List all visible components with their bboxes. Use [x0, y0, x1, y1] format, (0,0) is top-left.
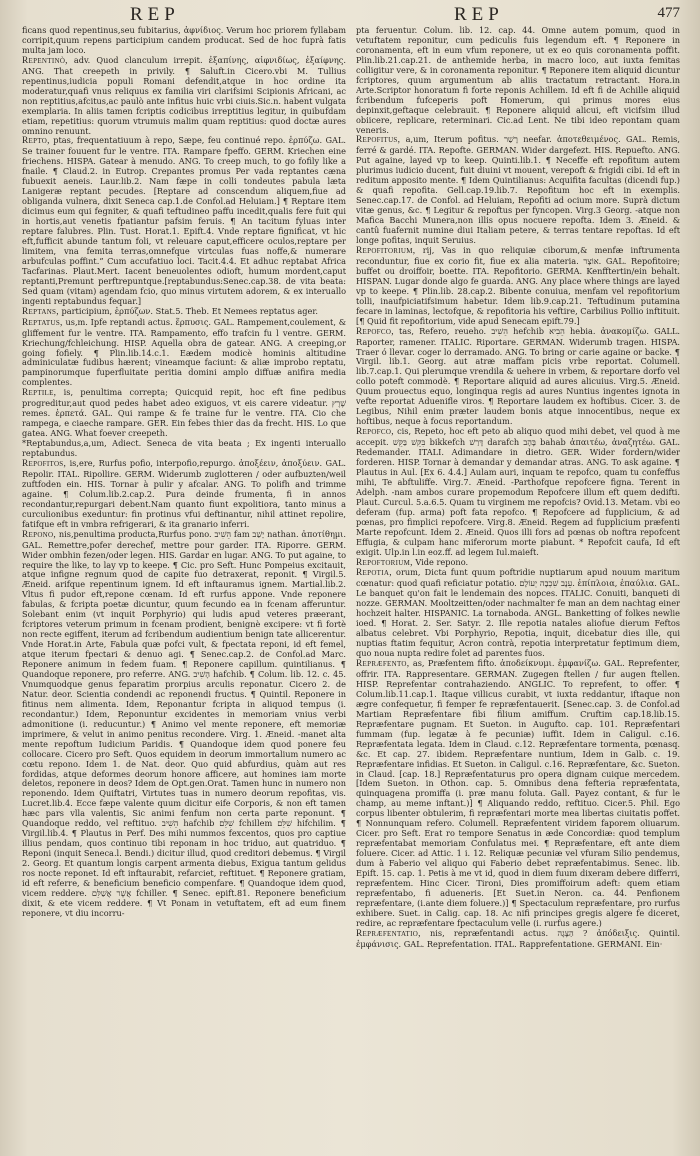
dictionary-entry [22, 459, 346, 530]
dictionary-entry [22, 388, 346, 439]
text-columns [22, 26, 680, 1144]
entry-lemma: Repono, [22, 529, 57, 540]
dictionary-entry [356, 135, 680, 245]
entry-lemma: Repofco, [356, 427, 394, 438]
entry-text: ptas, frequentatiuum à repo, Sæpe, feu continué repo. ἑρπύζω. GAL. Se trainer fouuent fur le ventre. ITA. Rampare fpeffo. GERM. Kriechen eine friechens. HISPA. Gatear à menudo. ANG. To creep much, to go fofily like a fnaile. ¶ Claud.2. in Eutrop. Crepantes promus Per vada reptantes cæna fubuexit aeneis. Laur.lib.2. Nam fæpe in colli tondeutes pabula læta Lanigeræ reptant pecudes. [Reptare ad conscendum aliquem,fiue ad obliganda vulnera, dixit Seneca cap.1.de Confol.ad Heluiam.] ¶ Reptare item dicimus eum qui fegniter, & quafi teftudineo paffu incedit,qualis fere fuit qui in hortis,aut venetis fpatiantur pafsim feruis. ¶ An tacitum fyluas inter reptare falubres. Plin. Tust. Horat.1. Epift.4. Vnde reptare fignificat, vt hic eft,fufficit abunde tantum foli, vt releuare caput,efficere oculos,reptare per limitem, vna femita terras,omnefque virtculas fuas noffe,& numerare arbufculas poffint.” Cum accufatiuo loci. Tacit.4.4. Et adhuc reptabat Africa Tacfarinas. Plaut.Mert. Iacent beneuolentes odioft, humum mordent,caput reptanti,Premunt perftrepuntque.[reptabundus:Senec.cap.38. de vita beata: Sed quam (vitam) agendam fcio, quo minus virtutem adorem, & ex interuallo ingenti reptabundus fequar.] [22, 135, 346, 306]
dictionary-entry [356, 929, 680, 950]
entry-text: is,ere, Rurfus pofio, interpofio,repurgo. ἀποξέειν, ἀποξύειν. GAL. Repolir. ITAL. Ripollire. GERM. Widerumb zuglotteren / oder aufbuzten/weil zuftfoden ein. HIS. Tornar à pulir y afcalar. ANG. To polifh and trimme againe. ¶ Colum.lib.2.cap.2. Pura deinde frumenta, fi in annos recondantur,repurgari debent.Nam quanto fiunt expolitiora, tanto minus a curculionibus exeduntur: fin protinus vfui deftinantur, nihil attinet repolire, fatifque eft in vmbra refrigerari, & ita granario inferri. [22, 457, 346, 529]
dictionary-entry [356, 26, 680, 135]
entry-lemma: Repoftorium, [356, 557, 413, 568]
entry-lemma: Repofitus, [356, 135, 401, 146]
dictionary-entry [356, 246, 680, 327]
dictionary-entry [22, 136, 346, 306]
page-number: 477 [657, 5, 680, 21]
entry-lemma: Repentinò, [22, 55, 68, 66]
left-column [22, 26, 346, 1144]
running-headword-left: REP [130, 4, 180, 25]
entry-text: a,um, Iterum pofitus. רָשַׁר neefar. ἀποτεθειμένος. GAL. Remis, ferré & gardé. ITA. Repofte. GERMAN. Wider dargefezt. HIS. Repuefto. ANG. Put againe, layed vp to keep. Quinti.lib.1. ¶ Neceffe eft repofitum autem plurimus iudicio ducent, fuit diuini vt mouent, verepoft & frigidi cibi. Id eft in reditum apposito mente. ¶ Idem Quintilianus: Acquifita facultas (dicendi fup.) & quafi repofita. Gell.cap.19.lib.7. Repofitum hoc eft in exemplis. Senec.cap.17. de Confol. ad Heluiam, Repofiti ad ocium more. Suprà dictum vitæ genus, &c. ¶ Legitur & repoftus per fyncopen. Virg.3 Georg. -atque non Mafica Bacchi Munera,non illis opus nocuere repofta. Idem 3. Æneid. & cantû fuafernit numine diui Italiam petere, & terras tentare repoftas. Id eft longe pofitas, inquit Seruius. [356, 134, 680, 246]
entry-text: tas, Refero, reueho. הֵשִׁיב hefchib הֵבִיא hebia. ἀνακομίζω. GALL. Raporter, ramener. ITALIC. Riportare. GERMAN. Widerumb tragen. HISPA. Traer ó llevar. coger lo derramado. ANG. To bring or carie againe or backe. ¶ Virgil. lib.1. Georg. aut atræ maffam picis vrbe reportat. Columell. lib.7.cap.1. Qui plerumque vrendila & uehere in vrbem, & reportare dorfo vel collo poteft commodè. ¶ Reportare aliquid ad aures alicuius. Virg.5. Æneid. Quum prouectus equo, longinqua regis ad aures Nuntius ingentes ignota in vefte reportat Aduenifle viros. ¶ Reportare laudem ex hoftibus. Cicer. 3. de Legibus, Nihil enim præter laudem bonis atque innocentibus, neque ex hoftibus, neque à focus reportandum. [356, 325, 680, 427]
entry-text: orum, Dicta funt quum poftridie nuptiarum apud nouum maritum cœnatur: quod quafi reficiatur potatio. עֵנָב שִׁכְבָה יְעוֹלָם. ἐπίπλοια, ἐπαύλια. GAL. Le banquet qu'on fait le lendemain des nopces. ITALIC. Conuiti, banqueti di nozze. GERMAN. Mooltzeitten/oder nachmalter fe man an dem nachtag einer hochzeit halter. HISPANIC. La tornaboda. ANGL. Banketting of folkes newlie ioed. ¶ Horat. 2. Ser. Satyr. 2. Ille repotia natales aliofue dierum Feftos albatus celebret. Vbi Porphyrio, Repotia, inquit, dicebatur dies ille, qui nuptias ftatim fequitur, Acron contrà, repotia interpretatur feptimum diem, quo noua nupta redire folet ad parentes fuos. [356, 567, 680, 659]
entry-lemma: Repræfento, [356, 659, 410, 670]
entry-lemma: Repto, [22, 136, 50, 147]
entry-text: ficans quod repentinus,seu fubitarius, ἀφνίδιος. Verum hoc priorem fyllabam corripit,quum repens participium candem producat. Sed de hoc fuprà fatis multa jam loco. [22, 26, 346, 55]
entry-text: nis, repræfentandi actus. הַצָּגָה ? ἀπόδειξις. Quintil. ἐμφάνισις. GAL. Reprefentation. ITAL. Rapprefentatione. GERMANI. Ein· [356, 927, 680, 949]
dictionary-entry [22, 56, 346, 137]
dictionary-entry [356, 427, 680, 557]
entry-text: adv. Quod clanculum irrepit. ἐξαπίνης, αἰφνιδίως, ἐξαίφνης. ANG. That creepeth in privily. ¶ Saluft.in Cicero.vbi M. Tullius repentinus,iudicia populi Romani defendit,atque in hoc ordine ita moderatur,quafi vnus reliquus ex familia viri clarifsimi Scipionis Africani, ac non reptitius,afcitus,ac paulò ante infitus huic vrbi ciuis.Sic.n. habent vulgata exemplaria. In aliis tamen fcriptis codicibus irreptitius legitur, in quibufdam etiam, repetitius: quorum vtrumuis malim quam reptitius: quod doctæ aures omnino renuunt. [22, 54, 346, 136]
running-headword-right: REP [454, 4, 504, 25]
dictionary-entry [22, 530, 346, 919]
entry-text: is, penultima correpta; Quicquid repit, hoc eft fine pedibus progreditur,aut quod pedes habet adeo exiguos, vt eis carere videatur. שֶׁרֶץ remes. ἑρπετά. GAL. Qui rampe & fe traine fur le ventre. ITA. Cio che rampega, e ciaeche rampare. GER. Ein febes thier das da frecht. HIS. Lo que gatea. ANG. What foever creepeth. [22, 387, 346, 439]
entry-lemma: Repræfentatio, [356, 928, 421, 939]
entry-text: pta feruentur. Colum. lib. 12. cap. 44. Omne autem pomum, quod in vetuftatem reponitur, cum pediculis fuis legendum eft. ¶ Reponere in coronamenta, eft in eum vfum reponere, ut ex eo quis coronamenta poffit. Plin.lib.21.cap.21. de anthemide herba, in macro loco, aut iuxta femitas colligitur vere, & in coronamenta reponitur. ¶ Reponere item aliquid dicuntur fcriptores, quum argumentum ab aliis tractatum retractant. Hora.in Arte.Scriptor honoratum fi forte reponis Achillem. Id eft fi de Achille aliquid fcribendum fufceperis poft Homerum, qui primus mores eius depinxit,geftaque celebrauit. ¶ Reponere aliquid alicui, eft vicifsim illud obiicere, replicare, reterminari. Cic.ad Lent. Ne tibi ideo repontam quam veneris. [356, 26, 680, 135]
entry-lemma: Reptile, [22, 388, 57, 399]
right-column [356, 26, 680, 1144]
entry-text: rij, Vas in quo reliquiæ ciborum,& menfæ inftrumenta reconduntur, fiue ex corio fit, fiue ex alia materia. אוֹצָר. GAL. Repofitoire; buffet ou droiffoir, boette. ITA. Repofitorio. GERMA. Kenfftertin/ein behalt. HISPAN. Lugar donde algo fe guarda. ANG. Any place where things are layed vp to keepe. ¶ Plin.lib. 28.cap.2. Bibente conuiua, menfam vel repofitorium tolli, inaufpiciatifsimum habetur. Idem lib.9.cap.21. Teftudinum putamina fecare in laminas, lectofque, & repofitoria his veftire, Carbilius Pollio inftituit. [¶ Quid fit repofitorium, vide apud Senecam epift.79.] [356, 244, 680, 326]
entry-text: Vide repono. [415, 556, 469, 567]
entry-lemma: Repofitorium, [356, 245, 416, 256]
dictionary-entry [356, 568, 680, 659]
entry-lemma: Repofitos, [22, 458, 67, 469]
entry-text: us,m. Ipfe reptandi actus. ἕρπυσις. GAL. Rampement,coulement, & gliffement fur le ventre. ITA. Rampamento, effo trafcin fu l ventre. GERM. Kriechung/fchleichung. HISP. Aquella obra de gatear. ANG. A creeping,or going fofiely. ¶ Plin.lib.14.c.1. Eædem modicè hominis altitudine adminiculatæ fudibus hærent; vineamque faciunt: & aliæ improbo reptatu, pampinorumque fuperfluitate peritia domini amplo diffuæ anifira media complentes. [22, 316, 346, 388]
entry-text: *Reptabundus,a,um, Adiect. Seneca de vita beata ; Ex ingenti interuallo reptabundus. [22, 438, 346, 459]
entry-lemma: Reptatus, [22, 317, 63, 328]
page-header [22, 4, 680, 26]
dictionary-entry [356, 327, 680, 428]
dictionary-entry [22, 318, 346, 389]
entry-text: as, Præfentem fifto. ἀποδείκνυμι. ἐμφανίζω. GAL. Reprefenter, offrir. ITA. Rappresentare. GERMAN. Zugegen ftellen / fur augen ftellen. HISP. Reprefentar contrahaziendo. ANGLIC. To reprefent, to offer. ¶ Colum.lib.11.cap.1. Itaque villicus curabit, vt iuxta reddantur, iftaque non ægre confequetur, fi femper fe repræfentauerit. [Senec.cap. 3. de Confol.ad Martiam Repræfentare fibi filium amiffum. Cruftim cap.18.lib.15. Repræfentare pugnam. Et Sueton. in Augufto. cap. 101. Repræfentari fummam (fup. legatæ à fe pecuniæ) iuffit. Idem in Caligul. c.16. Repræfentata legata. Idem in Claud. c.12. Repræfentare tormenta, pœnasq. &c. Et cap. 27. ibidem. Repræfentare nuntium, Idem in Galb. c. 19. Repræfentare infidias. Et Sueton. in Caligul. c.16. Repræfentare, &c. Sueton. in Claud. [cap. 18.] Repræfentaturus pro opera dignam cuique mercedem. [Idem Sueton. in Othon. cap. 5. Omnibus dena fefteria repræfentata, quinquagena promiffa (i. præ manu foluta. Gall. Payez contant, & fur le champ, au meme inftant.)] ¶ Aliquando reddo, reftituo. Cicer.5. Phil. Ego corpus libenter obtulerim, fi repræfentari morte mea libertas ciuitatis poffet. ¶ Nonnunquam refero. Columell. Repræfentent viridem faporem oliuarum. Cicer. pro Seft. Erat ro tempore Senatus in æde Concordiæ: quod templum repræfentabat memoriam Confulatus mei. ¶ Repræfentare, eft ante diem foluere. Cicer. ad Attic. 1 i. 12. Reliquæ pecuniæ vel vfuram Silio pendemus, dum à Faberio vel aliquo qui Faberio debet repræfentabimus. Senec. lib. Epift. 15. cap. 1. Petis à me vt id, quod in diem fuum dixeram debere differri, repræfentem. Hinc Cicer. Tironi, Dies promiffoirum adeft: quem etiam repræfentabo, fi adueneris. [Et Suet.in Neron. ca. 44. Penfionem repræfentare, (i.ante diem foluere.)] ¶ Spectaculum repræfentare, pro rurfus exhibere. Suet. in Calig. cap. 18. Ac nifi principes gregis algere fe diceret, redire, ac repræfentare fpectaculum velle (i. rurfus agere.) [356, 658, 680, 928]
dictionary-entry [22, 439, 346, 459]
entry-text: participium, ἑρπύζων. Stat.5. Theb. Et Nemees reptatus ager. [61, 305, 318, 316]
entry-lemma: Repofco, [356, 326, 394, 337]
entry-text: nis,penultima producta,Rurfus pono. הֵשִׁיב fam יָשַׁב nathan. ἀποτίθημι. GAL. Remettre,pofer derechef, mettre pour garder. ITA. Riporre. GERM. Wider ombhin fezen/oder legen. HIS. Gardar en lugar. ANG. To put againe, to require the like, to lay vp to keepe. ¶ Cic. pro Seft. Hunc Pompeius excitauit, atque infigne regnum quod de capite fuo detraxerat, reponit. ¶ Virgil.5. Æneid. arifque repentinum ignem. Id eft inftauramus ignem. Martial.lib.2. Vltus fi pudor eft,repone cœnam. Id eft rurfus appone. Vnde reponere fabulas, & fcripta poetæ dicuntur, quum fecundo ea in fcenam afferuntur. Solebant enim (vt inquit Porphyrio) qui ludis apud veteres præerant, fcriptores veterum primum in fcenam prodient, benignè excipere: vt fi fortè non recte egiffent, iterum ad fcribendum audientium benign tate allicerentur. Vnde Horat.in Arte, Fabula quæ pofci vult, & fpectata reponi, id eft femel, atque iterum fpectari & denuo agi. ¶ Senec.cap.2. de Confol.ad Marc. Reponere animum in fedem fuam. ¶ Reponere capillum. quintilianus. ¶ Quandoque reponere, pro referre. ANG. הָשִׁיב hafchib. ¶ Colum. lib. 12. c. 45. Vnumquodque genus feparatim prorpius arculis reponatur. Cicero 2. de Natur. deor. Scientia condendi ac reponendi fructus. ¶ Quintil. Reponere in fitinus nem alimenta. Idem, Reponantur fcripta in aliquod tempus (i. recondantur.) Idem, Reponuntur excidentes in memoriam vnius verbi admonitione (i. reducuntur.) ¶ Animo vel mente reponere, eft memoriæ imprimere, & velut in animo penitus recondere. Virg. 1. Æneid. -manet alta mente repoftum Iudicium Paridis. ¶ Quandoque idem quod ponere feu collocare. Cicero pro Seft. Quos equidem in deorum immortalium numero ac cœtu repono. Idem 1. de Nat. deor. Quo quid abfurdius, quàm aut res fordidas, atque deformes deorum honore afficere, aut homines iam morte deletos, reponere in deos? Idem de Opt.gen.Orat. Tamen hunc in numero non reponendo. Idem Quiftatri, Virtutes tuas in numero deorum repofitas, vis. Lucret.lib.4. Ecce fæpe valente quum dicitur eife Corporis, & non eft tamen hæc pars vlla valentis, Sic animi fenfum non certa parte reponunt. ¶ Quandoque reddo, vel reftituo. הֵשִׁיב hafchib שִׁלֵּם fchillem שִׁלֵּם hifchilim. ¶ Virgil.lib.4. ¶ Plautus in Perf. Des mihi nummos fexcentos, quos pro captiue illius pendam, quos continuo tibi reponam in hoc triduo, aut quatriduo. ¶ Reponi (inquit Seneca.l. Bendi.) dicitur illud, quod creditori debemus. ¶ Virgil 2. Georg. Et quantum longis carpent armenta diebus, Exigua tantum gelidus ros nocte reponet. Id eft inftaurabit, refarciet, reftituet. ¶ Reponere gratiam, id eft referre, & beneficium beneficio compenfare. ¶ Quandoque idem quod, vicem reddere. אֲשֶׁר אֲשַׁלֵּם fchiller. ¶ Senec. epift.81. Reponere beneficium dixit, & ete vicem reddere. ¶ Vt Ponam in vetuftatem, eft ad eum finem reponere, vt diu incorru- [22, 528, 346, 918]
entry-lemma: Repotia, [356, 568, 392, 579]
dictionary-entry [356, 659, 680, 929]
dictionary-entry [22, 26, 346, 56]
entry-lemma: Reptans, [22, 306, 59, 317]
entry-text: cis, Repeto, hoc eft peto ab aliquo quod mihi debet, vel quod à me accepit. בִּקֵּשׁ בַּקֵּשׁ bikkefch דָּרַשׁ darafch בָּהָב bahab ἀπαιτέω, ἀναζητέω. GAL. Redemander. ITALI. Adimandare in dietro. GER. Wider fordern/wider forderen. HISP. Tornar à demandar y demandar atras. ANG. To ask againe. ¶ Plautus in Aul. [Ex 6. 4.4.] Aulam auri, inquam te repofco, quam tu confeffus mihi, Te abftuliffe. Virg.7. Æneid. -Parthofque repofcere figna. Terent in Adelph. -nam ambos curare propemodum Repofcere illum eft quem dedifti. Plaut. Curcul. 5.a.6.5. Quam tu virginem me repofcis? Ovid.13. Metam. vbi eo deferam (fup. arma) poft fata repofco. ¶ Repofcere ad fupplicium, & ad pœnas, pro fimplici repofcere. Virg.8. Æneid. Regem ad fupplicium præfenti Marte repofcunt. Idem 2. Æneid. Quos illi fors ad pœnas ob noftra repofcent Effugia, & culpam hanc miferorum morte piabunt. * Repofcit caufa, Id eft exigit. Ulp.in l.in eoz.ff. ad legem Iul.maieft. [356, 426, 680, 557]
